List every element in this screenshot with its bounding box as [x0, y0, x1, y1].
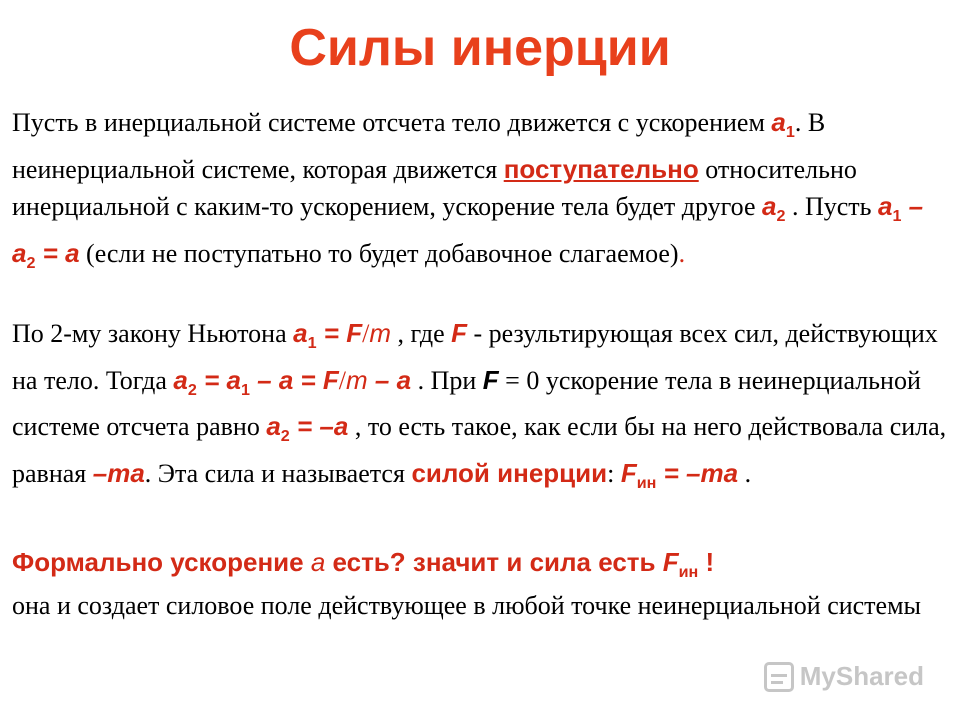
var-a1: $a_1$ — [771, 107, 795, 142]
text: = 0 ускорение тела в неинерциальной системе отсчета равно — [12, 365, 921, 442]
myshared-logo-icon — [764, 662, 794, 692]
text: , то есть такое, как если бы на него действовала сила, равная — [12, 412, 947, 489]
equation-newton: $a_1 = F/m$ — [293, 318, 391, 353]
text: . — [678, 238, 686, 268]
emphasis-translational: поступательно — [503, 153, 699, 184]
text: . В неинерциальной системе, которая движется — [12, 108, 826, 184]
equation-a2: $a_2 = a_1 - a = F/m - a$ — [173, 364, 412, 399]
text: . Пусть — [785, 192, 878, 222]
watermark-text: MyShared — [799, 661, 924, 691]
paragraph-conclusion — [12, 545, 948, 623]
slide-title: Силы инерции — [289, 19, 671, 77]
text: По 2-му закону Ньютона — [12, 319, 294, 348]
equation-a1-a2: $a_1 - a_2 = a$ — [12, 191, 924, 273]
text: Формально ускорение — [12, 547, 311, 577]
text: она и создает силовое поле действующее в любой точке неинерциальной системы — [12, 591, 922, 621]
text: . — [738, 459, 752, 489]
watermark — [764, 661, 924, 692]
equation-a2-minus-a: $a_2 = -a$ — [266, 411, 349, 446]
text: . Эта сила и называется — [144, 459, 412, 489]
text: . При — [411, 365, 483, 395]
var-minus-ma: –ma — [92, 458, 145, 489]
text: ! — [698, 547, 715, 577]
var-a2: $a_2$ — [762, 191, 786, 226]
var-a: a — [310, 547, 333, 577]
var-F: F — [451, 318, 468, 348]
term-inertia-force: силой инерции — [411, 458, 608, 489]
paragraph-newton — [12, 315, 948, 502]
text: (если не поступатьно то будет добавочное слагаемое) — [79, 238, 679, 268]
text: Пусть в инерциальной системе отсчета тело движется с ускорением — [12, 108, 772, 137]
var-F-zero: F — [482, 364, 499, 395]
equation-F-in: $F_{ин} = -ma$ — [620, 458, 739, 493]
text: : — [607, 459, 621, 489]
text: есть? значит и сила есть — [332, 547, 663, 577]
var-F-in: $F_{ин}$ — [662, 547, 699, 582]
text: - результирующая всех сил, действующих на тело. Тогда — [12, 319, 938, 395]
text: , где — [390, 319, 452, 348]
text: относительно инерциальной с каким-то ускорением, ускорение тела будет другое — [12, 154, 857, 222]
paragraph-intro — [12, 104, 948, 282]
